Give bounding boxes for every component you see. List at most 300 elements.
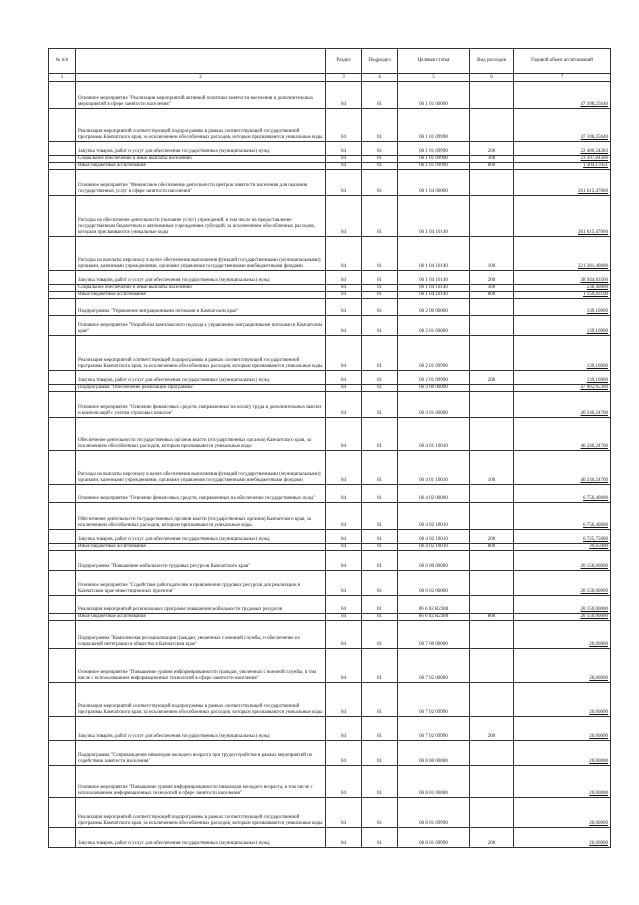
- row-name: Иные бюджетные ассигнования: [76, 292, 326, 299]
- row-amount: 47 002,65300: [580, 385, 608, 390]
- row-amount-cell: [514, 418, 611, 451]
- table-row: [49, 292, 611, 299]
- row-podrazdel: 01: [362, 156, 398, 163]
- row-name: Основное мероприятие "Финансовое обеспечение деятельности центров занятости населения для оказания государственных услуг в сфере занятости населения": [76, 170, 326, 196]
- table-row: [49, 336, 611, 371]
- row-target-article: 06 1 04 00000: [398, 170, 470, 196]
- row-razdel: 04: [326, 614, 362, 621]
- table-row: [49, 503, 611, 530]
- row-target-article: 06 6 02 R2380: [398, 596, 470, 614]
- table-row: [49, 828, 611, 848]
- row-number: [49, 571, 76, 596]
- row-amount-cell: [514, 196, 611, 237]
- budget-table: [48, 48, 611, 848]
- row-target-article: 06 2 01 09990: [398, 371, 470, 385]
- column-number: 5: [398, 74, 470, 82]
- row-expense-type: [470, 170, 514, 196]
- row-podrazdel: 01: [362, 741, 398, 766]
- row-amount: 20,00000: [589, 841, 608, 846]
- row-target-article: 06 2 00 00000: [398, 299, 470, 316]
- row-razdel: 04: [326, 649, 362, 683]
- row-name: Реализация мероприятий соответствующей подпрограммы в рамках соответствующей государственной программы Камчатского края, за исключением обособленных расходов, которым присваиваются уникальные коды: [76, 109, 326, 142]
- row-amount: 20 150,00000: [580, 607, 608, 612]
- row-expense-type: [470, 485, 514, 503]
- row-target-article: 06 4 02 10010: [398, 503, 470, 530]
- header-razdel: Раздел: [326, 49, 362, 74]
- row-amount: 6 756,40600: [583, 496, 608, 501]
- row-podrazdel: 01: [362, 717, 398, 741]
- row-razdel: 04: [326, 741, 362, 766]
- row-name: Закупка товаров, работ и услуг для обеспечения государственных (муниципальных) нужд: [76, 828, 326, 848]
- row-number: [49, 170, 76, 196]
- header-expense-type: Вид расходов: [470, 49, 514, 74]
- row-number: [49, 156, 76, 163]
- row-amount-cell: [514, 237, 611, 271]
- row-name: Расходы на обеспечение деятельности (оказание услуг) учреждений, в том числе на предоставление государственным бюджетным и автономным учреждениям субсидий, за исключением обособленных расходов, которым присваиваются уникальные коды: [76, 196, 326, 237]
- column-number: 6: [470, 74, 514, 82]
- row-expense-type: [470, 596, 514, 614]
- row-name: Основное мероприятие "Повышение уровня информированности граждан, уволенных с военной службы, в том числе с использованием информационных технологий в сфере занятости населения": [76, 649, 326, 683]
- row-expense-type: [470, 196, 514, 237]
- row-target-article: 06 7 02 00000: [398, 649, 470, 683]
- table-row: [49, 530, 611, 544]
- row-expense-type: [470, 766, 514, 798]
- table-header-row: [49, 49, 611, 74]
- table-row: [49, 717, 611, 741]
- table-row: [49, 82, 611, 109]
- row-razdel: 04: [326, 156, 362, 163]
- row-name: Расходы на выплаты персоналу в целях обеспечения выполнения функций государственными (муниципальными) органами, казенными учреждениями, органами управления государственными внебюджетными фондами: [76, 451, 326, 485]
- row-amount-cell: [514, 741, 611, 766]
- row-amount-cell: [514, 485, 611, 503]
- row-podrazdel: 01: [362, 336, 398, 371]
- header-annual-amount: Годовой объем ассигнований: [514, 49, 611, 74]
- row-expense-type: 200: [470, 142, 514, 156]
- table-row: [49, 571, 611, 596]
- row-target-article: 06 1 04 10140: [398, 271, 470, 285]
- row-podrazdel: 01: [362, 503, 398, 530]
- row-expense-type: [470, 299, 514, 316]
- row-amount-cell: [514, 621, 611, 649]
- row-expense-type: 200: [470, 371, 514, 385]
- row-amount-cell: [514, 142, 611, 156]
- row-number: [49, 385, 76, 392]
- row-target-article: 06 8 00 00000: [398, 741, 470, 766]
- table-row: [49, 237, 611, 271]
- row-number: [49, 299, 76, 316]
- row-podrazdel: 01: [362, 109, 398, 142]
- row-target-article: 06 1 04 10140: [398, 237, 470, 271]
- row-razdel: 04: [326, 316, 362, 336]
- row-podrazdel: 01: [362, 571, 398, 596]
- row-amount: 20 150,00000: [580, 614, 608, 619]
- row-podrazdel: 01: [362, 385, 398, 392]
- row-podrazdel: 01: [362, 170, 398, 196]
- row-name: Иные бюджетные ассигнования: [76, 544, 326, 551]
- row-number: [49, 649, 76, 683]
- table-row: [49, 451, 611, 485]
- row-name: Реализация мероприятий соответствующей подпрограммы в рамках соответствующей государственной программы Камчатского края, за исключением обособленных расходов, которым присваиваются уникальные коды: [76, 683, 326, 717]
- row-amount: 20 150,00000: [580, 564, 608, 569]
- row-amount-cell: [514, 109, 611, 142]
- row-podrazdel: 01: [362, 544, 398, 551]
- row-expense-type: [470, 571, 514, 596]
- row-expense-type: [470, 503, 514, 530]
- row-target-article: 06 4 01 10010: [398, 451, 470, 485]
- row-amount: 20,00000: [589, 821, 608, 826]
- row-razdel: 04: [326, 544, 362, 551]
- table-row: [49, 142, 611, 156]
- row-podrazdel: 01: [362, 649, 398, 683]
- row-podrazdel: 01: [362, 451, 398, 485]
- row-amount-cell: [514, 271, 611, 285]
- row-name: Обеспечение деятельности государственных органов власти (государственных органов) Камчатского края, за исключением обособленных расходов, которым присваиваются уникальные коды: [76, 418, 326, 451]
- row-expense-type: [470, 741, 514, 766]
- row-number: [49, 766, 76, 798]
- row-razdel: 04: [326, 271, 362, 285]
- row-razdel: 04: [326, 451, 362, 485]
- row-amount: 238,40000: [586, 285, 608, 290]
- row-name: Основное мероприятие "Содействие работодателям в привлечении трудовых ресурсов для реализации в Камчатском крае инвестиционных проектов": [76, 571, 326, 596]
- row-name: Закупка товаров, работ и услуг для обеспечения государственных (муниципальных) нужд: [76, 371, 326, 385]
- column-number-row: [49, 74, 611, 82]
- row-name: Подпрограмма "Обеспечение реализации Программы": [76, 385, 326, 392]
- row-name: Социальное обеспечение и иные выплаты населению: [76, 156, 326, 163]
- row-expense-type: [470, 109, 514, 142]
- row-name: Иные бюджетные ассигнования: [76, 614, 326, 621]
- row-amount: 139,10000: [586, 329, 608, 334]
- row-amount-cell: [514, 717, 611, 741]
- row-amount-cell: [514, 285, 611, 292]
- table-row: [49, 766, 611, 798]
- row-number: [49, 82, 76, 109]
- row-podrazdel: 01: [362, 292, 398, 299]
- row-amount: 20,00000: [589, 676, 608, 681]
- row-amount: 139,10000: [586, 378, 608, 383]
- row-podrazdel: 01: [362, 551, 398, 571]
- row-amount-cell: [514, 614, 611, 621]
- row-razdel: 04: [326, 142, 362, 156]
- row-amount: 40 246,24700: [580, 444, 608, 449]
- row-number: [49, 621, 76, 649]
- row-podrazdel: 01: [362, 196, 398, 237]
- row-number: [49, 596, 76, 614]
- row-amount: 47 108,25640: [580, 102, 608, 107]
- row-name: Основное мероприятие "Освоение финансовых средств, направленных на оплату труда и дополнительных выплат и компенсаций с учетом страховых взносов": [76, 392, 326, 418]
- table-row: [49, 392, 611, 418]
- row-name: Иные бюджетные ассигнования: [76, 163, 326, 170]
- row-amount-cell: [514, 766, 611, 798]
- row-razdel: 04: [326, 798, 362, 828]
- table-row: [49, 649, 611, 683]
- row-razdel: 04: [326, 109, 362, 142]
- row-amount-cell: [514, 530, 611, 544]
- column-number: 2: [76, 74, 326, 82]
- table-row: [49, 485, 611, 503]
- table-row: [49, 371, 611, 385]
- row-razdel: 04: [326, 237, 362, 271]
- row-name: Основное мероприятие "Разработка комплексного подхода к управлению миграционными потоками в Камчатском крае": [76, 316, 326, 336]
- row-expense-type: [470, 82, 514, 109]
- row-amount-cell: [514, 371, 611, 385]
- table-row: [49, 418, 611, 451]
- row-razdel: 04: [326, 163, 362, 170]
- row-number: [49, 316, 76, 336]
- row-name: Закупка товаров, работ и услуг для обеспечения государственных (муниципальных) нужд: [76, 142, 326, 156]
- row-name: Основное мероприятие "Реализация мероприятий активной политики занятости населения и дополнительных мероприятий в сфере занятости населения": [76, 82, 326, 109]
- row-amount-cell: [514, 156, 611, 163]
- row-number: [49, 683, 76, 717]
- table-body: [49, 82, 611, 848]
- row-amount: 40 246,24700: [580, 478, 608, 483]
- row-podrazdel: 01: [362, 621, 398, 649]
- column-number: 4: [362, 74, 398, 82]
- table-row: [49, 596, 611, 614]
- header-name: [76, 49, 326, 74]
- row-amount: 1 304,17051: [583, 163, 608, 168]
- row-razdel: 04: [326, 621, 362, 649]
- row-expense-type: 300: [470, 285, 514, 292]
- row-amount-cell: [514, 683, 611, 717]
- row-amount: 30,65000: [589, 544, 608, 549]
- row-number: [49, 741, 76, 766]
- row-target-article: 06 4 00 00000: [398, 385, 470, 392]
- table-row: [49, 741, 611, 766]
- row-expense-type: [470, 683, 514, 717]
- row-amount-cell: [514, 551, 611, 571]
- row-number: [49, 271, 76, 285]
- row-amount: 38 944,83560: [580, 278, 608, 283]
- table-row: [49, 544, 611, 551]
- row-amount: 6 756,40600: [583, 523, 608, 528]
- row-number: [49, 292, 76, 299]
- row-name: Подпрограмма "Комплексная ресоциализация граждан, уволенных с военной службы, и обеспечение их социальной интеграции в общество в Камчатском крае": [76, 621, 326, 649]
- row-target-article: 06 4 02 10010: [398, 530, 470, 544]
- row-podrazdel: 01: [362, 299, 398, 316]
- row-podrazdel: 01: [362, 614, 398, 621]
- row-amount: 40 246,24700: [580, 411, 608, 416]
- row-razdel: 04: [326, 385, 362, 392]
- row-expense-type: [470, 418, 514, 451]
- row-target-article: 06 2 01 00000: [398, 316, 470, 336]
- table-row: [49, 285, 611, 292]
- row-number: [49, 109, 76, 142]
- row-number: [49, 196, 76, 237]
- row-number: [49, 285, 76, 292]
- row-expense-type: [470, 385, 514, 392]
- column-number: 3: [326, 74, 362, 82]
- row-amount: 20,00000: [589, 642, 608, 647]
- row-podrazdel: 01: [362, 316, 398, 336]
- row-target-article: 06 1 01 09990: [398, 109, 470, 142]
- row-amount-cell: [514, 299, 611, 316]
- row-target-article: 06 7 02 09990: [398, 717, 470, 741]
- row-number: [49, 828, 76, 848]
- row-name: Реализация мероприятий региональных программ повышения мобильности трудовых ресурсов: [76, 596, 326, 614]
- header-target-article: Целевая статья: [398, 49, 470, 74]
- row-amount-cell: [514, 544, 611, 551]
- row-amount-cell: [514, 649, 611, 683]
- row-amount: 22 406,24283: [580, 149, 608, 154]
- row-expense-type: 800: [470, 163, 514, 170]
- row-expense-type: [470, 392, 514, 418]
- row-amount: 20,00000: [589, 710, 608, 715]
- row-expense-type: [470, 316, 514, 336]
- row-target-article: 06 6 02 00000: [398, 571, 470, 596]
- row-amount: 20,00000: [589, 791, 608, 796]
- row-number: [49, 371, 76, 385]
- row-number: [49, 163, 76, 170]
- row-razdel: 04: [326, 503, 362, 530]
- row-razdel: 04: [326, 418, 362, 451]
- row-amount: 47 108,25640: [580, 135, 608, 140]
- row-target-article: 06 2 01 09990: [398, 336, 470, 371]
- row-razdel: 04: [326, 551, 362, 571]
- row-amount: 20,00000: [589, 759, 608, 764]
- row-expense-type: 800: [470, 544, 514, 551]
- row-target-article: 06 1 04 10140: [398, 285, 470, 292]
- row-amount: 20 150,00000: [580, 589, 608, 594]
- row-expense-type: 200: [470, 530, 514, 544]
- row-amount: 139,10000: [586, 309, 608, 314]
- row-expense-type: 300: [470, 156, 514, 163]
- row-razdel: 04: [326, 530, 362, 544]
- row-amount: 261 615,47060: [578, 189, 608, 194]
- row-name: Подпрограмма "Повышение мобильности трудовых ресурсов Камчатского края": [76, 551, 326, 571]
- row-razdel: 04: [326, 292, 362, 299]
- row-podrazdel: 01: [362, 596, 398, 614]
- table-row: [49, 163, 611, 170]
- row-target-article: 06 4 01 00000: [398, 392, 470, 418]
- row-razdel: 04: [326, 82, 362, 109]
- row-amount-cell: [514, 292, 611, 299]
- row-amount-cell: [514, 503, 611, 530]
- row-expense-type: 100: [470, 237, 514, 271]
- header-number: № п/п: [49, 49, 76, 74]
- row-name: Подпрограмма "Управление миграционными потоками в Камчатском крае": [76, 299, 326, 316]
- row-target-article: 06 8 01 00000: [398, 766, 470, 798]
- row-amount: 20,00000: [589, 734, 608, 739]
- row-name: Обеспечение деятельности государственных органов власти (государственных органов) Камчатского края, за исключением обособленных расходов, которым присваиваются уникальные коды.: [76, 503, 326, 530]
- row-razdel: 04: [326, 766, 362, 798]
- table-row: [49, 614, 611, 621]
- row-amount-cell: [514, 392, 611, 418]
- row-name: Закупка товаров, работ и услуг для обеспечения государственных (муниципальных) нужд: [76, 717, 326, 741]
- row-target-article: 06 6 02 R2380: [398, 614, 470, 621]
- row-razdel: 04: [326, 285, 362, 292]
- row-podrazdel: 01: [362, 82, 398, 109]
- row-podrazdel: 01: [362, 683, 398, 717]
- row-expense-type: 200: [470, 271, 514, 285]
- row-podrazdel: 01: [362, 237, 398, 271]
- row-podrazdel: 01: [362, 530, 398, 544]
- row-razdel: 04: [326, 392, 362, 418]
- row-target-article: 06 7 02 09990: [398, 683, 470, 717]
- row-target-article: 06 6 00 00000: [398, 551, 470, 571]
- row-podrazdel: 01: [362, 285, 398, 292]
- row-podrazdel: 01: [362, 418, 398, 451]
- row-expense-type: [470, 621, 514, 649]
- row-podrazdel: 01: [362, 271, 398, 285]
- row-number: [49, 485, 76, 503]
- row-amount-cell: [514, 170, 611, 196]
- row-amount-cell: [514, 571, 611, 596]
- header-podrazdel: Подраздел: [362, 49, 398, 74]
- row-podrazdel: 01: [362, 371, 398, 385]
- row-razdel: 04: [326, 717, 362, 741]
- row-razdel: 04: [326, 196, 362, 237]
- row-amount-cell: [514, 451, 611, 485]
- row-target-article: 06 1 04 10140: [398, 196, 470, 237]
- row-razdel: 04: [326, 596, 362, 614]
- row-expense-type: 100: [470, 451, 514, 485]
- row-podrazdel: 01: [362, 163, 398, 170]
- row-razdel: 04: [326, 683, 362, 717]
- table-row: [49, 683, 611, 717]
- row-podrazdel: 01: [362, 142, 398, 156]
- table-row: [49, 551, 611, 571]
- row-target-article: 06 8 01 09990: [398, 828, 470, 848]
- row-amount-cell: [514, 385, 611, 392]
- row-target-article: 06 4 02 10010: [398, 544, 470, 551]
- row-target-article: 06 1 04 10140: [398, 292, 470, 299]
- row-podrazdel: 01: [362, 798, 398, 828]
- row-podrazdel: 01: [362, 485, 398, 503]
- table-row: [49, 299, 611, 316]
- row-expense-type: 800: [470, 614, 514, 621]
- row-target-article: 06 1 01 09990: [398, 156, 470, 163]
- row-razdel: 04: [326, 336, 362, 371]
- row-number: [49, 336, 76, 371]
- row-number: [49, 551, 76, 571]
- row-target-article: 06 1 01 09990: [398, 142, 470, 156]
- row-number: [49, 544, 76, 551]
- row-number: [49, 717, 76, 741]
- row-name: Реализация мероприятий соответствующей подпрограммы в рамках соответствующей государственной программы Камчатского края, за исключением обособленных расходов, которым присваиваются уникальные коды: [76, 336, 326, 371]
- row-expense-type: [470, 551, 514, 571]
- row-expense-type: [470, 649, 514, 683]
- row-target-article: 06 4 02 00000: [398, 485, 470, 503]
- row-amount: 6 725,75600: [583, 537, 608, 542]
- row-amount-cell: [514, 798, 611, 828]
- row-number: [49, 530, 76, 544]
- row-amount: 139,10000: [586, 364, 608, 369]
- row-razdel: 04: [326, 485, 362, 503]
- row-razdel: 04: [326, 828, 362, 848]
- table-row: [49, 621, 611, 649]
- row-expense-type: 800: [470, 292, 514, 299]
- row-amount-cell: [514, 163, 611, 170]
- row-amount: 23 397,84306: [580, 156, 608, 161]
- table-row: [49, 798, 611, 828]
- row-expense-type: 200: [470, 828, 514, 848]
- row-number: [49, 237, 76, 271]
- row-name: Основное мероприятие "Освоение финансовых средств, направленных на обеспечение государственных нужд": [76, 485, 326, 503]
- row-razdel: 04: [326, 299, 362, 316]
- row-number: [49, 142, 76, 156]
- table-row: [49, 170, 611, 196]
- row-amount: 221 281,40600: [578, 264, 608, 269]
- row-amount-cell: [514, 828, 611, 848]
- row-name: Основное мероприятие "Повышение уровня информированности инвалидов молодого возраста, в том числе с использованием информационных технологий в сфере занятости населения": [76, 766, 326, 798]
- row-podrazdel: 01: [362, 828, 398, 848]
- row-razdel: 04: [326, 170, 362, 196]
- row-amount: 261 615,47060: [578, 230, 608, 235]
- table-row: [49, 156, 611, 163]
- row-name: Закупка товаров, работ и услуг для обеспечения государственных (муниципальных) нужд: [76, 271, 326, 285]
- row-name: Подпрограмма "Сопровождение инвалидов молодого возраста при трудоустройстве в рамках мероприятий по содействию занятости населения": [76, 741, 326, 766]
- row-razdel: 04: [326, 571, 362, 596]
